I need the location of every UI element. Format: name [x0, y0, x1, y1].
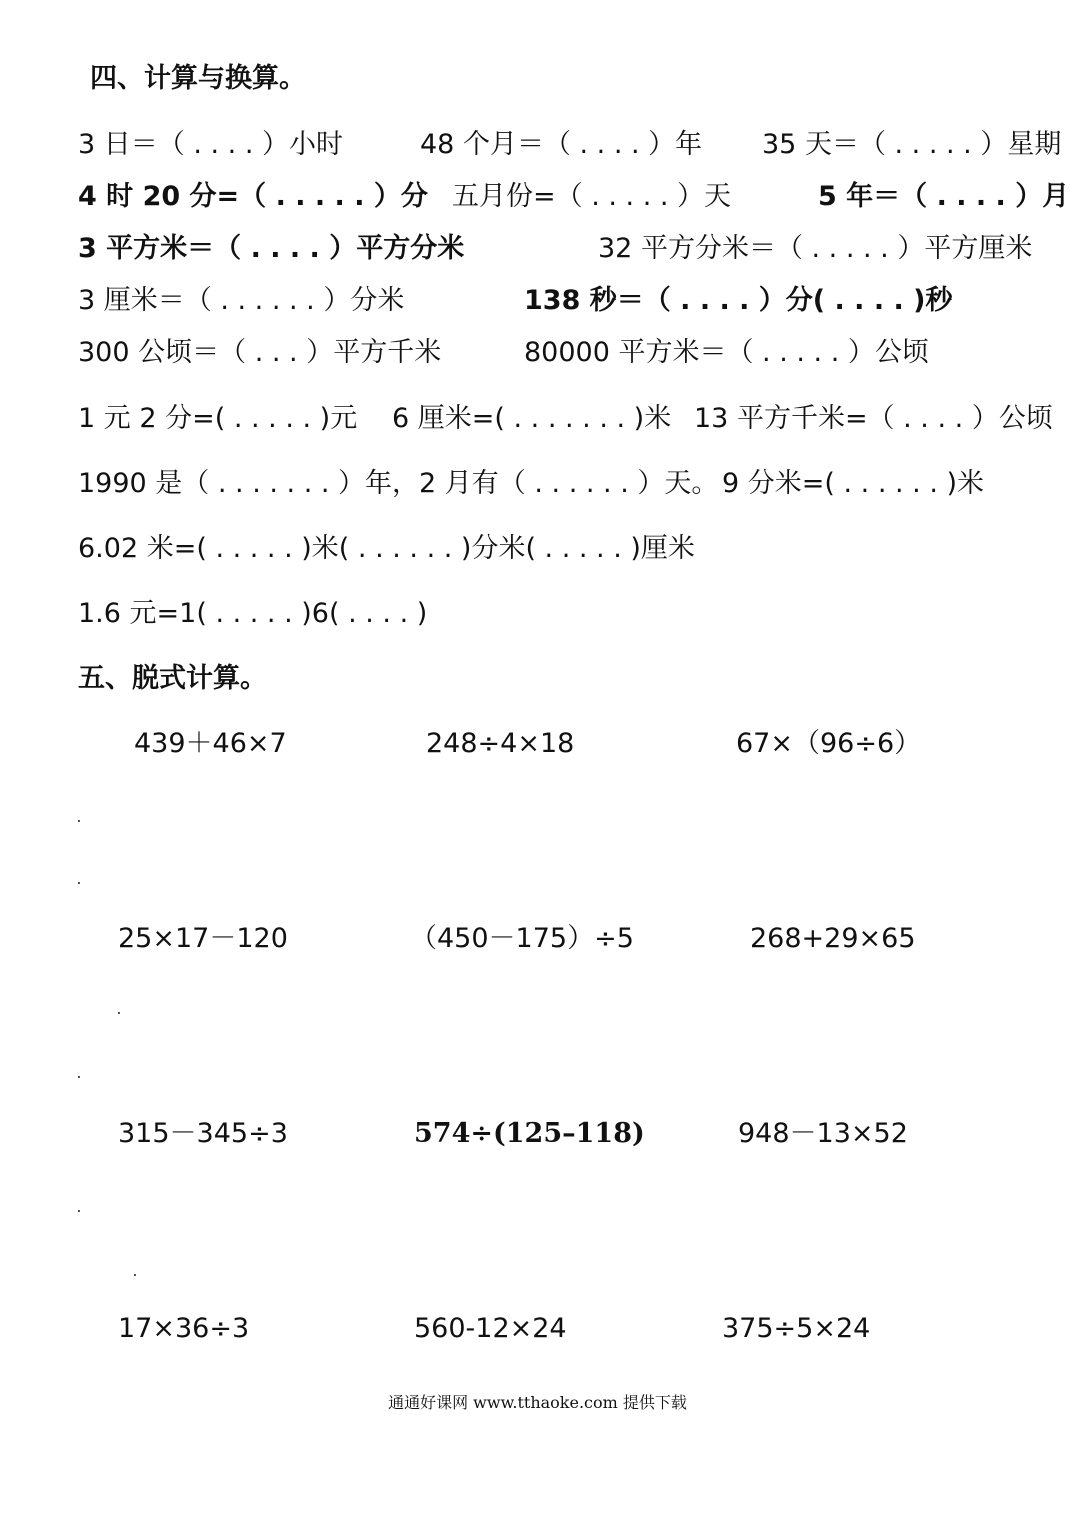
conversion-item: 3 平方米＝（ . . . . ）平方分米 [78, 233, 465, 264]
expression-item: 439＋46×7 [134, 728, 287, 759]
conversion-item: 13 平方千米=（ . . . . ）公顷 [694, 403, 1053, 434]
conversion-item: 1 元 2 分=( . . . . . )元 [78, 403, 358, 434]
conversion-item: 3 日＝（ . . . . ）小时 [78, 129, 344, 160]
expression-item: 948－13×52 [738, 1118, 908, 1149]
conversion-item: 9 分米=( . . . . . . )米 [722, 468, 985, 499]
scan-dot [134, 1274, 136, 1276]
expression-item: 248÷4×18 [426, 728, 575, 759]
scan-dot [78, 1076, 80, 1078]
footer-credit: 通通好课网 www.tthaoke.com 提供下载 [388, 1393, 687, 1412]
conversion-item: 300 公顷＝（ . . . ）平方千米 [78, 337, 442, 368]
expression-item: 25×17－120 [118, 923, 288, 954]
conversion-item: 3 厘米＝（ . . . . . . ）分米 [78, 285, 405, 316]
conversion-item: 138 秒＝（ . . . . ）分( . . . . )秒 [524, 285, 953, 316]
scan-dot [78, 820, 80, 822]
expression-item: 315－345÷3 [118, 1118, 288, 1149]
conversion-item: 1990 是（ . . . . . . . ）年，2 月有（ . . . . . . ）天。 [78, 468, 719, 499]
conversion-item: 1.6 元=1( . . . . . )6( . . . . ) [78, 598, 428, 629]
conversion-item: 5 年＝（ . . . . ）月 [818, 181, 1070, 212]
scan-dot [78, 882, 80, 884]
expression-item: 574÷(125–118) [414, 1118, 645, 1149]
scan-dot [78, 1210, 80, 1212]
section-5-title: 五、脱式计算。 [78, 663, 267, 694]
expression-item: 375÷5×24 [722, 1313, 871, 1344]
conversion-item: 80000 平方米＝（ . . . . . ）公顷 [524, 337, 929, 368]
conversion-item: 35 天＝（ . . . . . ）星期 [762, 129, 1062, 160]
conversion-item: 6.02 米=( . . . . . )米( . . . . . . )分米( . . . . . )厘米 [78, 533, 695, 564]
conversion-item: 48 个月＝（ . . . . ）年 [420, 129, 703, 160]
expression-item: 67×（96÷6） [736, 728, 922, 759]
expression-item: 17×36÷3 [118, 1313, 250, 1344]
expression-item: （450－175）÷5 [410, 923, 634, 954]
conversion-item: 6 厘米=( . . . . . . . )米 [392, 403, 672, 434]
conversion-item: 五月份=（ . . . . . ）天 [452, 181, 732, 212]
section-4-title: 四、计算与换算。 [90, 63, 306, 94]
expression-item: 560-12×24 [414, 1313, 567, 1344]
conversion-item: 4 时 20 分=（ . . . . . ）分 [78, 181, 428, 212]
scan-dot [118, 1012, 120, 1014]
conversion-item: 32 平方分米＝（ . . . . . ）平方厘米 [598, 233, 1033, 264]
expression-item: 268+29×65 [750, 923, 916, 954]
